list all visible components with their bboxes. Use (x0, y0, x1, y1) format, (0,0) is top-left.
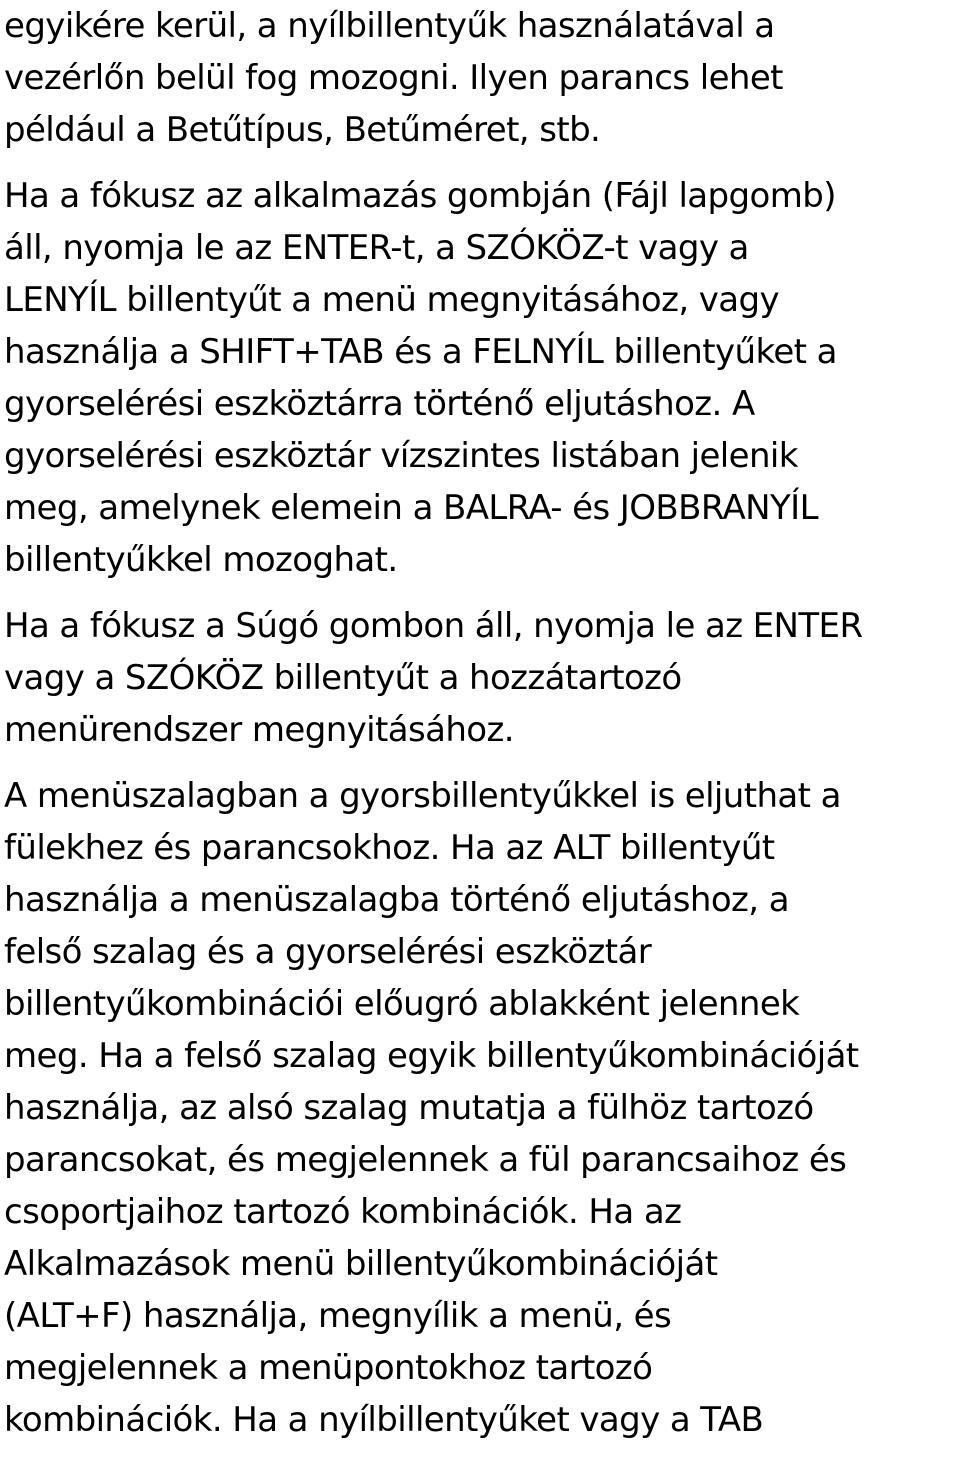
text-line: Ha a fókusz az alkalmazás gombján (Fájl lapgomb) (4, 176, 836, 216)
text-line: meg, amelynek elemein a BALRA- és JOBBRANYÍL (4, 488, 818, 528)
text-line: felső szalag és a gyorselérési eszköztár (4, 932, 652, 972)
paragraph-2 (4, 170, 960, 586)
text-line: LENYÍL billentyűt a menü megnyitásához, vagy (4, 280, 780, 320)
paragraph-1 (4, 0, 960, 156)
text-line: Alkalmazások menü billentyűkombinációját (4, 1244, 718, 1284)
text-line: kombinációk. Ha a nyílbillentyűket vagy a TAB (4, 1400, 764, 1440)
text-line: meg. Ha a felső szalag egyik billentyűkombinációját (4, 1036, 859, 1076)
text-line: csoportjaihoz tartozó kombinációk. Ha az (4, 1192, 682, 1232)
text-line: áll, nyomja le az ENTER-t, a SZÓKÖZ-t vagy a (4, 228, 749, 268)
paragraph-3 (4, 600, 960, 756)
document-page (4, 0, 960, 1446)
text-line: használja a SHIFT+TAB és a FELNYÍL billentyűket a (4, 332, 837, 372)
text-line: parancsokat, és megjelennek a fül parancsaihoz és (4, 1140, 847, 1180)
text-line: egyikére kerül, a nyílbillentyűk használatával a (4, 6, 775, 46)
text-line: használja a menüszalagba történő eljutáshoz, a (4, 880, 789, 920)
text-line: A menüszalagban a gyorsbillentyűkkel is eljuthat a (4, 776, 841, 816)
text-line: gyorselérési eszköztárra történő eljutáshoz. A (4, 384, 755, 424)
text-line: vagy a SZÓKÖZ billentyűt a hozzátartozó (4, 658, 682, 698)
text-line: fülekhez és parancsokhoz. Ha az ALT billentyűt (4, 828, 775, 868)
text-line: vezérlőn belül fog mozogni. Ilyen parancs lehet (4, 58, 783, 98)
text-line: használja, az alsó szalag mutatja a fülhöz tartozó (4, 1088, 814, 1128)
text-line: Ha a fókusz a Súgó gombon áll, nyomja le az ENTER (4, 606, 863, 646)
text-line: (ALT+F) használja, megnyílik a menü, és (4, 1296, 672, 1336)
paragraph-4 (4, 770, 960, 1446)
text-line: menürendszer megnyitásához. (4, 710, 514, 750)
text-line: megjelennek a menüpontokhoz tartozó (4, 1348, 653, 1388)
text-line: például a Betűtípus, Betűméret, stb. (4, 110, 601, 150)
text-line: gyorselérési eszköztár vízszintes listában jelenik (4, 436, 798, 476)
text-line: billentyűkkel mozoghat. (4, 540, 398, 580)
text-line: billentyűkombinációi előugró ablakként jelennek (4, 984, 800, 1024)
